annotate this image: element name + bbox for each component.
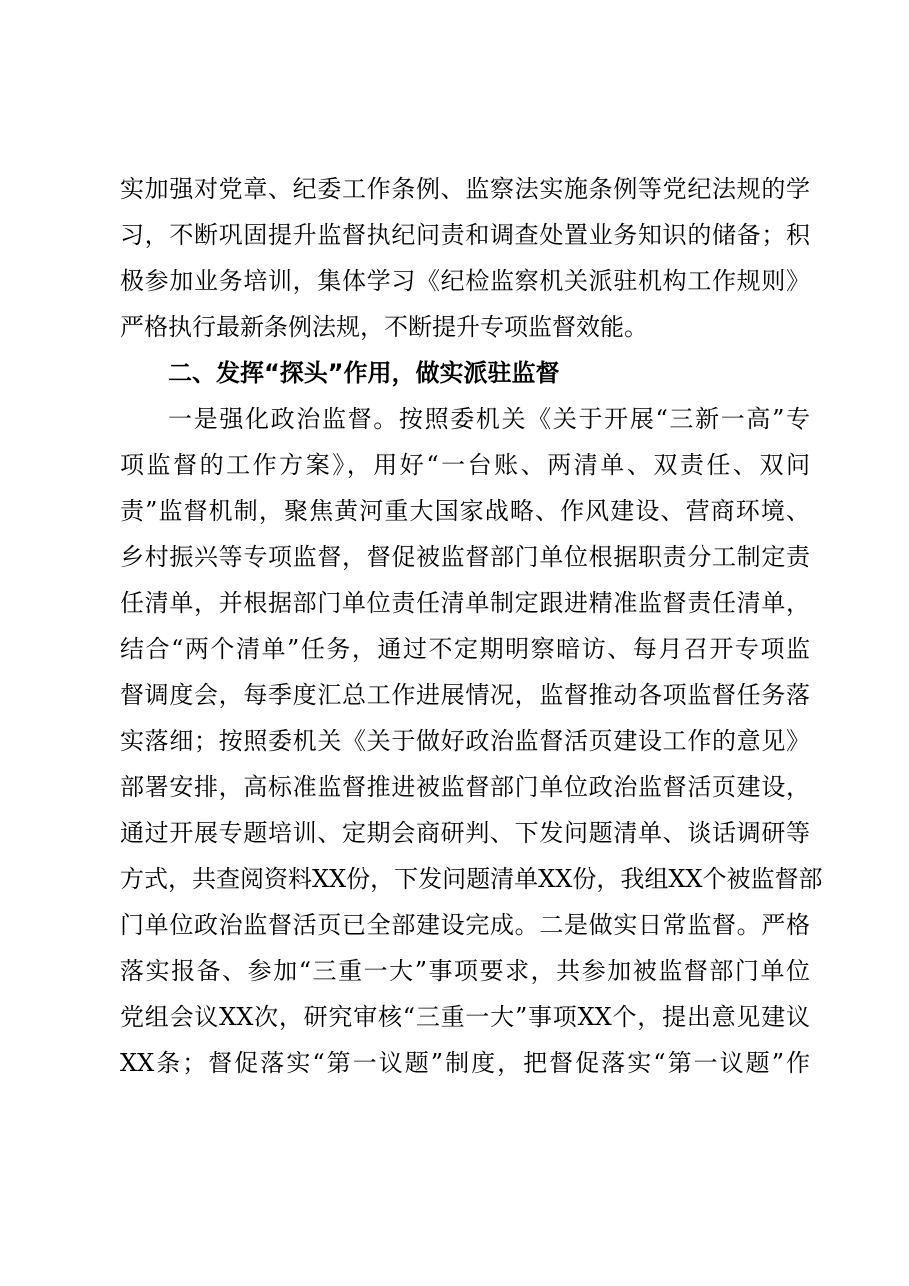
paragraph-line: 督调度会，每季度汇总工作进展情况，监督推动各项监督任务落 (120, 681, 810, 709)
paragraph-line: 严格执行最新条例法规，不断提升专项监督效能。 (120, 313, 648, 341)
paragraph-line: 结合“两个清单”任务，通过不定期明察暗访、每月召开专项监 (120, 635, 810, 663)
paragraph-line: 实加强对党章、纪委工作条例、监察法实施条例等党纪法规的学 (120, 175, 810, 203)
paragraph-line: 部署安排，高标准监督推进被监督部门单位政治监督活页建设， (120, 773, 810, 801)
paragraph-line: 习，不断巩固提升监督执纪问责和调查处置业务知识的储备；积 (120, 221, 810, 249)
paragraph-line: 党组会议XX次，研究审核“三重一大”事项XX个，提出意见建议 (120, 1003, 810, 1031)
paragraph-line: 门单位政治监督活页已全部建设完成。二是做实日常监督。严格 (120, 911, 810, 939)
paragraph-line: XX条；督促落实“第一议题”制度，把督促落实“第一议题”作 (120, 1049, 810, 1077)
paragraph-line: 项监督的工作方案》，用好“一台账、两清单、双责任、双问 (120, 451, 810, 479)
paragraph-line: 任清单，并根据部门单位责任清单制定跟进精准监督责任清单， (120, 589, 810, 617)
paragraph-line: 责”监督机制，聚焦黄河重大国家战略、作风建设、营商环境、 (120, 497, 810, 525)
paragraph-line: 乡村振兴等专项监督，督促被监督部门单位根据职责分工制定责 (120, 543, 810, 571)
paragraph-line: 通过开展专题培训、定期会商研判、下发问题清单、谈话调研等 (120, 819, 810, 847)
paragraph-line: 落实报备、参加“三重一大”事项要求，共参加被监督部门单位 (120, 957, 810, 985)
section-heading: 二、发挥“探头”作用，做实派驻监督 (168, 359, 560, 387)
paragraph-line: 一是强化政治监督。按照委机关《关于开展“三新一高”专 (168, 405, 810, 433)
paragraph-line: 极参加业务培训，集体学习《纪检监察机关派驻机构工作规则》 (120, 267, 810, 295)
document-body (120, 166, 823, 1086)
paragraph-line: 方式，共查阅资料XX份，下发问题清单XX份，我组XX个被监督部 (120, 865, 823, 893)
paragraph-line: 实落细；按照委机关《关于做好政治监督活页建设工作的意见》 (120, 727, 810, 755)
